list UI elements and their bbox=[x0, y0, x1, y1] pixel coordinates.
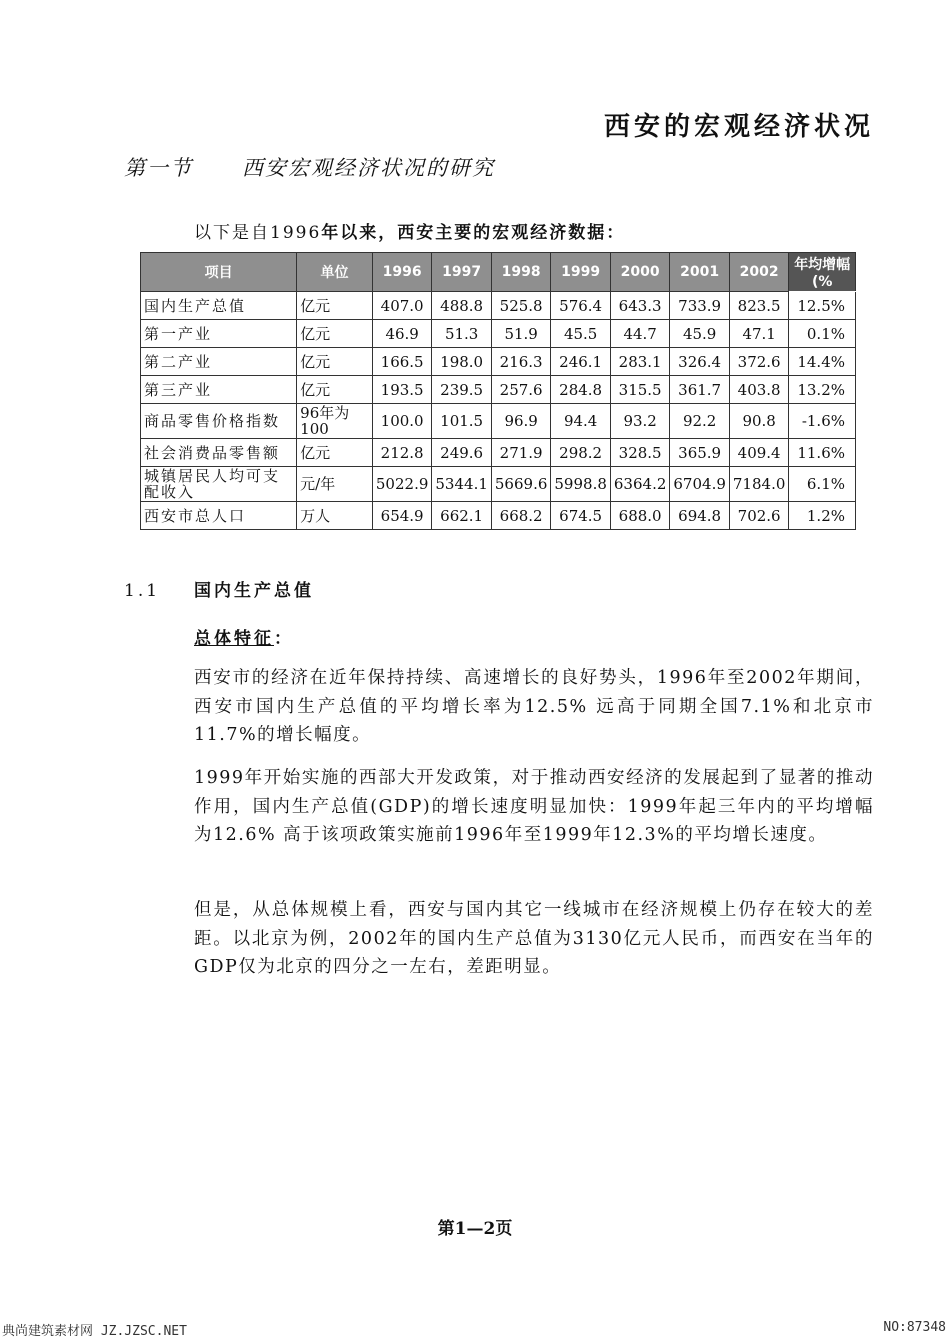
table-body bbox=[141, 292, 856, 530]
row-item-cell: 商品零售价格指数 bbox=[141, 404, 297, 439]
row-value-cell: 328.5 bbox=[610, 439, 670, 467]
row-value-cell: 5022.9 bbox=[372, 467, 432, 502]
row-value-cell: 239.5 bbox=[432, 376, 492, 404]
row-value-cell: 92.2 bbox=[670, 404, 730, 439]
row-value-cell: 326.4 bbox=[670, 348, 730, 376]
row-value-cell: 45.9 bbox=[670, 320, 730, 348]
feature-heading bbox=[194, 624, 294, 649]
paragraph: 但是，从总体规模上看，西安与国内其它一线城市在经济规模上仍存在较大的差距。以北京为例，2002年的国内生产总值为3130亿元人民币，而西安在当年的GDP仅为北京的四分之一左右，差距明显。 bbox=[194, 900, 874, 977]
table-row bbox=[141, 292, 856, 320]
intro-prefix: 以下是自1996 bbox=[194, 223, 322, 243]
row-rate-cell: 1.2% bbox=[789, 502, 856, 530]
row-rate-cell: 6.1% bbox=[789, 467, 856, 502]
row-value-cell: 702.6 bbox=[729, 502, 789, 530]
row-value-cell: 198.0 bbox=[432, 348, 492, 376]
row-value-cell: 51.3 bbox=[432, 320, 492, 348]
row-value-cell: 654.9 bbox=[372, 502, 432, 530]
paragraph: 1999年开始实施的西部大开发政策，对于推动西安经济的发展起到了显著的推动作用，国内生产总值(GDP)的增长速度明显加快：1999年起三年内的平均增幅为12.6% 高于该项政策实施前1996年至1999年12.3%的平均增长速度。 bbox=[194, 768, 874, 845]
row-unit-cell: 亿元 bbox=[297, 439, 373, 467]
row-rate-cell: 14.4% bbox=[789, 348, 856, 376]
subsection-number: 1.1 bbox=[124, 581, 161, 601]
watermark-right: NO:87348 bbox=[883, 1320, 946, 1335]
table-header-row bbox=[141, 253, 856, 292]
row-value-cell: 525.8 bbox=[491, 292, 551, 320]
row-value-cell: 365.9 bbox=[670, 439, 730, 467]
table-row bbox=[141, 439, 856, 467]
row-unit-cell: 亿元 bbox=[297, 348, 373, 376]
row-unit-cell: 亿元 bbox=[297, 320, 373, 348]
row-value-cell: 694.8 bbox=[670, 502, 730, 530]
row-unit-cell: 亿元 bbox=[297, 376, 373, 404]
row-value-cell: 407.0 bbox=[372, 292, 432, 320]
table-row bbox=[141, 502, 856, 530]
row-value-cell: 47.1 bbox=[729, 320, 789, 348]
row-unit-cell: 万人 bbox=[297, 502, 373, 530]
row-value-cell: 668.2 bbox=[491, 502, 551, 530]
row-unit-cell: 96年为100 bbox=[297, 404, 373, 439]
row-value-cell: 193.5 bbox=[372, 376, 432, 404]
row-item-cell: 第二产业 bbox=[141, 348, 297, 376]
intro-text bbox=[194, 218, 625, 243]
row-value-cell: 643.3 bbox=[610, 292, 670, 320]
row-unit-cell: 元/年 bbox=[297, 467, 373, 502]
row-value-cell: 271.9 bbox=[491, 439, 551, 467]
subsection-heading bbox=[124, 576, 314, 601]
row-item-cell: 城镇居民人均可支配收入 bbox=[141, 467, 297, 502]
feature-label: 总体特征 bbox=[194, 629, 274, 649]
row-value-cell: 94.4 bbox=[551, 404, 611, 439]
row-value-cell: 403.8 bbox=[729, 376, 789, 404]
page-number: 第1—2页 bbox=[437, 1219, 513, 1239]
table-row bbox=[141, 404, 856, 439]
row-value-cell: 733.9 bbox=[670, 292, 730, 320]
row-item-cell: 国内生产总值 bbox=[141, 292, 297, 320]
row-value-cell: 361.7 bbox=[670, 376, 730, 404]
row-value-cell: 674.5 bbox=[551, 502, 611, 530]
row-item-cell: 社会消费品零售额 bbox=[141, 439, 297, 467]
row-rate-cell: 13.2% bbox=[789, 376, 856, 404]
header-year: 1999 bbox=[551, 253, 611, 292]
row-unit-cell: 亿元 bbox=[297, 292, 373, 320]
header-year: 2002 bbox=[729, 253, 789, 292]
row-value-cell: 298.2 bbox=[551, 439, 611, 467]
row-item-cell: 第一产业 bbox=[141, 320, 297, 348]
header-year: 2001 bbox=[670, 253, 730, 292]
row-item-cell: 西安市总人口 bbox=[141, 502, 297, 530]
header-year: 2000 bbox=[610, 253, 670, 292]
row-value-cell: 372.6 bbox=[729, 348, 789, 376]
table-row bbox=[141, 348, 856, 376]
header-item: 项目 bbox=[141, 253, 297, 292]
row-value-cell: 96.9 bbox=[491, 404, 551, 439]
feature-colon: ： bbox=[274, 629, 294, 649]
row-value-cell: 166.5 bbox=[372, 348, 432, 376]
row-value-cell: 45.5 bbox=[551, 320, 611, 348]
table-row bbox=[141, 376, 856, 404]
row-value-cell: 5998.8 bbox=[551, 467, 611, 502]
paragraph: 西安市的经济在近年保持持续、高速增长的良好势头，1996年至2002年期间，西安市国内生产总值的平均增长率为12.5% 远高于同期全国7.1%和北京市11.7%的增长幅度。 bbox=[194, 668, 874, 745]
row-value-cell: 101.5 bbox=[432, 404, 492, 439]
intro-rest: 年以来，西安主要的宏观经济数据： bbox=[321, 223, 626, 243]
row-value-cell: 246.1 bbox=[551, 348, 611, 376]
row-value-cell: 100.0 bbox=[372, 404, 432, 439]
page-title: 西安的宏观经济状况 bbox=[603, 112, 874, 142]
row-value-cell: 93.2 bbox=[610, 404, 670, 439]
header-year: 1998 bbox=[491, 253, 551, 292]
row-value-cell: 216.3 bbox=[491, 348, 551, 376]
subsection-title: 国内生产总值 bbox=[194, 581, 314, 601]
row-value-cell: 688.0 bbox=[610, 502, 670, 530]
row-value-cell: 5669.6 bbox=[491, 467, 551, 502]
row-value-cell: 7184.0 bbox=[729, 467, 789, 502]
row-value-cell: 6704.9 bbox=[670, 467, 730, 502]
header-growth-rate: 年均增幅(% bbox=[789, 253, 856, 292]
section-number: 第一节 bbox=[124, 156, 193, 180]
header-unit: 单位 bbox=[297, 253, 373, 292]
header-year: 1996 bbox=[372, 253, 432, 292]
table-row bbox=[141, 320, 856, 348]
row-item-cell: 第三产业 bbox=[141, 376, 297, 404]
row-value-cell: 315.5 bbox=[610, 376, 670, 404]
row-rate-cell: 11.6% bbox=[789, 439, 856, 467]
row-value-cell: 257.6 bbox=[491, 376, 551, 404]
row-value-cell: 6364.2 bbox=[610, 467, 670, 502]
row-value-cell: 284.8 bbox=[551, 376, 611, 404]
header-year: 1997 bbox=[432, 253, 492, 292]
row-value-cell: 488.8 bbox=[432, 292, 492, 320]
row-rate-cell: 0.1% bbox=[789, 320, 856, 348]
row-value-cell: 44.7 bbox=[610, 320, 670, 348]
row-value-cell: 823.5 bbox=[729, 292, 789, 320]
row-value-cell: 409.4 bbox=[729, 439, 789, 467]
watermark-left: 典尚建筑素材网 JZ.JZSC.NET bbox=[2, 1324, 187, 1339]
section-heading bbox=[124, 152, 495, 182]
row-value-cell: 576.4 bbox=[551, 292, 611, 320]
row-rate-cell: 12.5% bbox=[789, 292, 856, 320]
row-value-cell: 212.8 bbox=[372, 439, 432, 467]
section-title: 西安宏观经济状况的研究 bbox=[242, 156, 495, 180]
row-value-cell: 283.1 bbox=[610, 348, 670, 376]
row-value-cell: 51.9 bbox=[491, 320, 551, 348]
table-row bbox=[141, 467, 856, 502]
row-value-cell: 249.6 bbox=[432, 439, 492, 467]
row-value-cell: 90.8 bbox=[729, 404, 789, 439]
economic-data-table bbox=[140, 252, 856, 530]
row-rate-cell: -1.6% bbox=[789, 404, 856, 439]
row-value-cell: 662.1 bbox=[432, 502, 492, 530]
row-value-cell: 5344.1 bbox=[432, 467, 492, 502]
row-value-cell: 46.9 bbox=[372, 320, 432, 348]
